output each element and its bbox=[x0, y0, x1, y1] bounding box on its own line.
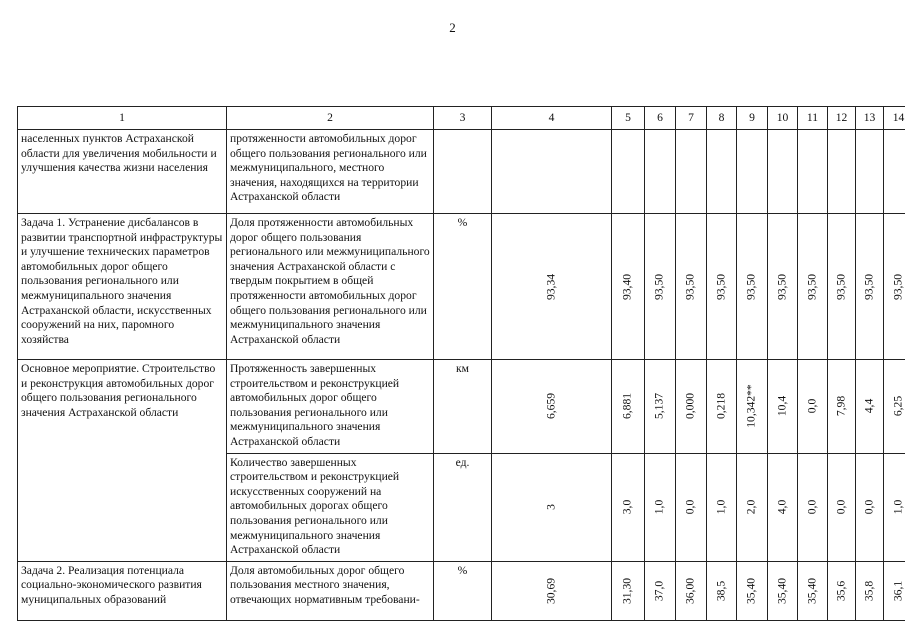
table-row bbox=[18, 214, 905, 360]
value-cell: 3 bbox=[492, 453, 612, 561]
value-cell: 35,6 bbox=[828, 561, 856, 620]
header-cell: 14 bbox=[884, 107, 905, 130]
value-cell: 93,50 bbox=[884, 214, 905, 360]
empty-cell bbox=[737, 130, 768, 214]
header-cell: 13 bbox=[856, 107, 884, 130]
indicators-table bbox=[17, 106, 905, 621]
value-cell: 0,218 bbox=[707, 360, 737, 454]
value-cell: 30,69 bbox=[492, 561, 612, 620]
unit-cell: % bbox=[434, 561, 492, 620]
value-cell: 10,342** bbox=[737, 360, 768, 454]
value-cell: 1,0 bbox=[707, 453, 737, 561]
empty-cell bbox=[828, 130, 856, 214]
value-cell: 36,00 bbox=[676, 561, 707, 620]
table-row bbox=[18, 360, 905, 454]
empty-cell bbox=[798, 130, 828, 214]
header-cell: 5 bbox=[612, 107, 645, 130]
goal-text: населенных пунктов Астраханской области для увеличения мобильности и улучшения качества жизни населения bbox=[18, 130, 227, 214]
value-cell: 2,0 bbox=[737, 453, 768, 561]
indicator-text: Доля автомобильных дорог общего пользования местного значения, отвечающих нормативным требовани- bbox=[227, 561, 434, 620]
value-cell: 4,0 bbox=[768, 453, 798, 561]
value-cell: 93,50 bbox=[707, 214, 737, 360]
empty-cell bbox=[645, 130, 676, 214]
empty-cell bbox=[676, 130, 707, 214]
value-cell: 93,50 bbox=[645, 214, 676, 360]
task-text: Задача 1. Устранение дисбалансов в развитии транспортной инфраструктуры и улучшение технических параметров автомобильных дорог общего пользования регионального или межмуниципального значения Астраханской области, искусственных сооружений на них, паромного хозяйства bbox=[18, 214, 227, 360]
value-cell: 93,50 bbox=[676, 214, 707, 360]
empty-cell bbox=[612, 130, 645, 214]
value-cell: 3,0 bbox=[612, 453, 645, 561]
header-cell: 3 bbox=[434, 107, 492, 130]
value-cell: 0,0 bbox=[798, 453, 828, 561]
header-cell: 1 bbox=[18, 107, 227, 130]
unit-cell: % bbox=[434, 214, 492, 360]
header-cell: 8 bbox=[707, 107, 737, 130]
header-cell: 2 bbox=[227, 107, 434, 130]
value-cell: 4,4 bbox=[856, 360, 884, 454]
value-cell: 6,881 bbox=[612, 360, 645, 454]
value-cell: 93,50 bbox=[798, 214, 828, 360]
value-cell: 35,40 bbox=[768, 561, 798, 620]
value-cell: 6,25 bbox=[884, 360, 905, 454]
task-text: Задача 2. Реализация потенциала социально-экономического развития муниципальных образований bbox=[18, 561, 227, 620]
value-cell: 1,0 bbox=[884, 453, 905, 561]
value-cell: 0,0 bbox=[798, 360, 828, 454]
value-cell: 0,000 bbox=[676, 360, 707, 454]
value-cell: 6,659 bbox=[492, 360, 612, 454]
header-cell: 11 bbox=[798, 107, 828, 130]
empty-cell bbox=[707, 130, 737, 214]
value-cell: 0,0 bbox=[676, 453, 707, 561]
header-cell: 4 bbox=[492, 107, 612, 130]
header-row bbox=[18, 107, 905, 130]
value-cell: 7,98 bbox=[828, 360, 856, 454]
indicator-text: протяженности автомобильных дорог общего пользования регионального или межмуниципального, местного значения, находящихся на территории Астраханской области bbox=[227, 130, 434, 214]
unit-cell: ед. bbox=[434, 453, 492, 561]
value-cell: 35,40 bbox=[798, 561, 828, 620]
header-cell: 7 bbox=[676, 107, 707, 130]
indicator-text: Количество завершенных строительством и реконструкцией искусственных сооружений на автомобильных дорогах общего пользования регионального или межмуниципального значения Астраханской области bbox=[227, 453, 434, 561]
value-cell: 37,0 bbox=[645, 561, 676, 620]
activity-text: Основное мероприятие. Строительство и реконструкция автомобильных дорог общего пользования регионального значения Астраханской области bbox=[18, 360, 227, 562]
value-cell: 0,0 bbox=[856, 453, 884, 561]
value-cell: 93,50 bbox=[828, 214, 856, 360]
value-cell: 31,30 bbox=[612, 561, 645, 620]
empty-cell bbox=[492, 130, 612, 214]
header-cell: 12 bbox=[828, 107, 856, 130]
unit-cell: км bbox=[434, 360, 492, 454]
table-row bbox=[18, 561, 905, 620]
header-cell: 6 bbox=[645, 107, 676, 130]
value-cell: 93,40 bbox=[612, 214, 645, 360]
value-cell: 93,50 bbox=[737, 214, 768, 360]
empty-cell bbox=[434, 130, 492, 214]
value-cell: 35,8 bbox=[856, 561, 884, 620]
header-cell: 9 bbox=[737, 107, 768, 130]
empty-cell bbox=[884, 130, 905, 214]
header-cell: 10 bbox=[768, 107, 798, 130]
indicator-text: Протяженность завершенных строительством и реконструкцией автомобильных дорог общего пользования регионального или межмуниципального значения Астраханской области bbox=[227, 360, 434, 454]
value-cell: 10,4 bbox=[768, 360, 798, 454]
page-number: 2 bbox=[449, 20, 456, 35]
value-cell: 93,50 bbox=[856, 214, 884, 360]
value-cell: 38,5 bbox=[707, 561, 737, 620]
empty-cell bbox=[768, 130, 798, 214]
value-cell: 36,1 bbox=[884, 561, 905, 620]
value-cell: 35,40 bbox=[737, 561, 768, 620]
indicator-text: Доля протяженности автомобильных дорог общего пользования регионального или межмуниципального значения Астраханской области с твердым покрытием в общей протяженности автомобильных дорог общего пользования регионального или межмуниципального значения Астраханской области bbox=[227, 214, 434, 360]
value-cell: 5,137 bbox=[645, 360, 676, 454]
value-cell: 93,50 bbox=[768, 214, 798, 360]
value-cell: 93,34 bbox=[492, 214, 612, 360]
table-row bbox=[18, 130, 905, 214]
value-cell: 1,0 bbox=[645, 453, 676, 561]
empty-cell bbox=[856, 130, 884, 214]
value-cell: 0,0 bbox=[828, 453, 856, 561]
